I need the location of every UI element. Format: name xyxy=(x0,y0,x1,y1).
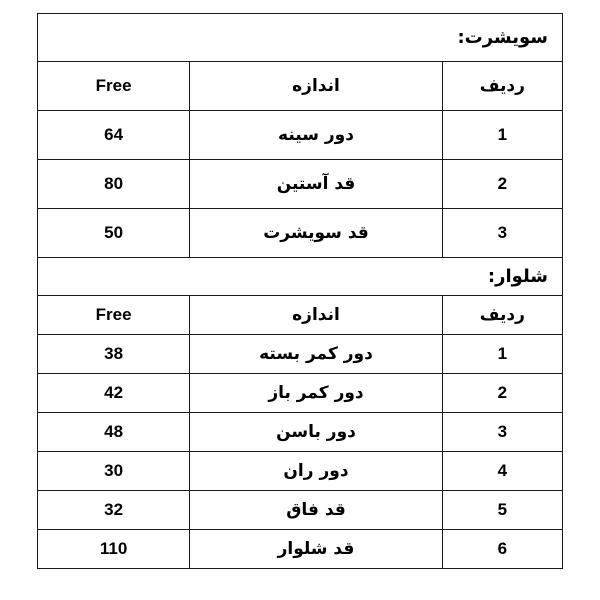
table-row xyxy=(38,491,563,530)
measurement-name: دور سینه xyxy=(190,111,442,160)
row-number: 4 xyxy=(442,452,562,491)
free-size-header: Free xyxy=(38,62,190,111)
row-number-header: ردیف xyxy=(442,296,562,335)
free-size-value: 42 xyxy=(38,374,190,413)
free-size-value: 50 xyxy=(38,209,190,258)
size-header: اندازه xyxy=(190,296,442,335)
row-number: 3 xyxy=(442,209,562,258)
row-number: 1 xyxy=(442,111,562,160)
free-size-value: 32 xyxy=(38,491,190,530)
measurement-name: قد آستین xyxy=(190,160,442,209)
table-row xyxy=(38,209,563,258)
free-size-header: Free xyxy=(38,296,190,335)
table-row xyxy=(38,530,563,569)
section-title-row xyxy=(38,14,563,62)
measurement-name: قد شلوار xyxy=(190,530,442,569)
size-chart-table xyxy=(37,13,563,569)
row-number: 2 xyxy=(442,374,562,413)
measurement-name: دور کمر باز xyxy=(190,374,442,413)
table-row xyxy=(38,413,563,452)
measurement-name: دور کمر بسته xyxy=(190,335,442,374)
free-size-value: 48 xyxy=(38,413,190,452)
row-number: 1 xyxy=(442,335,562,374)
row-number: 6 xyxy=(442,530,562,569)
measurement-name: قد سویشرت xyxy=(190,209,442,258)
free-size-value: 80 xyxy=(38,160,190,209)
table-row xyxy=(38,452,563,491)
measurement-name: قد فاق xyxy=(190,491,442,530)
table-row xyxy=(38,374,563,413)
table-header-row xyxy=(38,62,563,111)
row-number: 2 xyxy=(442,160,562,209)
table-row xyxy=(38,335,563,374)
size-header: اندازه xyxy=(190,62,442,111)
table-header-row xyxy=(38,296,563,335)
row-number: 5 xyxy=(442,491,562,530)
section-title-row xyxy=(38,258,563,296)
table-row xyxy=(38,111,563,160)
pants-section-title: شلوار: xyxy=(38,258,563,296)
row-number: 3 xyxy=(442,413,562,452)
free-size-value: 38 xyxy=(38,335,190,374)
measurement-name: دور ران xyxy=(190,452,442,491)
free-size-value: 30 xyxy=(38,452,190,491)
table-row xyxy=(38,160,563,209)
sweatshirt-section-title: سویشرت: xyxy=(38,14,563,62)
measurement-name: دور باسن xyxy=(190,413,442,452)
row-number-header: ردیف xyxy=(442,62,562,111)
free-size-value: 64 xyxy=(38,111,190,160)
free-size-value: 110 xyxy=(38,530,190,569)
